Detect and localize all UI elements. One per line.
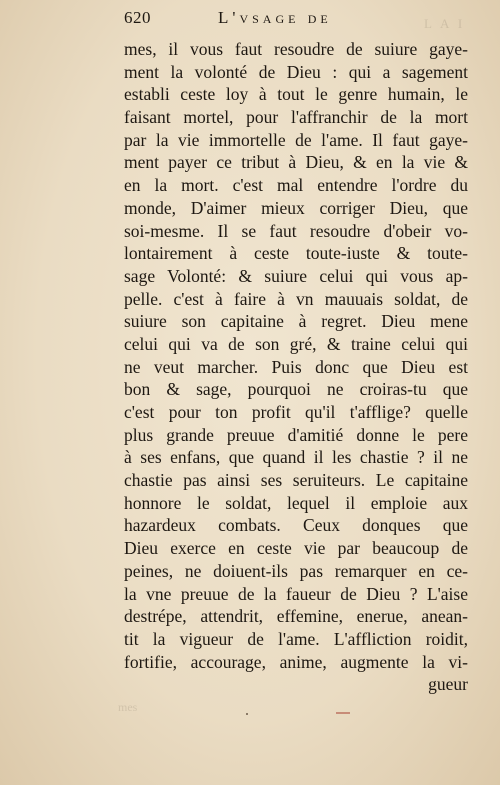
text-line: chastie pas ainsi ses seruiteurs. Le capitaine <box>124 470 468 491</box>
text-line: destrépe, attendrit, effemine, enerue, anean- <box>124 606 468 627</box>
text-line: Dieu exerce en ceste vie par beaucoup de <box>124 538 468 559</box>
text-line: fortifie, accourage, anime, augmente la vi- <box>124 651 468 672</box>
text-line: lontairement à ceste toute-iuste & toute- <box>124 243 468 264</box>
text-line: ment la volonté de Dieu : qui a sagement <box>124 61 468 82</box>
text-line: pelle. c'est à faire à vn mauuais soldat, de <box>124 288 468 309</box>
text-line: hazardeux combats. Ceux donques que <box>124 515 468 536</box>
text-line: ne veut marcher. Puis donc que Dieu est <box>124 356 468 377</box>
text-line: c'est pour ton profit qu'il t'afflige? quelle <box>124 402 468 422</box>
text-line: tit la vigueur de l'ame. L'affliction roidit, <box>124 628 468 649</box>
text-line: establi ceste loy à tout le genre humain, le <box>124 84 468 105</box>
text-line: à ses enfans, que quand il les chastie ? il ne <box>124 447 468 468</box>
text-line: par la vie immortelle de l'ame. Il faut gaye- <box>124 129 468 150</box>
show-through-text: mes <box>118 700 138 714</box>
ink-speck <box>246 713 248 715</box>
body-text <box>124 38 468 696</box>
catchword: gueur <box>428 674 468 695</box>
running-title: L'vsage de <box>218 8 332 27</box>
text-line: honnore le soldat, lequel il emploie aux <box>124 492 468 513</box>
text-line: bon & sage, pourquoi ne croiras-tu que <box>124 379 468 400</box>
text-line: ment payer ce tribut à Dieu, & en la vie & <box>124 152 468 173</box>
text-line: suiure son capitaine à regret. Dieu mene <box>124 311 468 332</box>
page-number: 620 <box>124 8 151 27</box>
ink-mark <box>336 712 350 714</box>
text-line: en la mort. c'est mal entendre l'ordre du <box>124 175 468 196</box>
show-through-text: L A I <box>424 16 466 30</box>
text-line: soi-mesme. Il se faut resoudre d'obeir vo- <box>124 220 468 241</box>
text-line: monde, D'aimer mieux corriger Dieu, que <box>124 197 468 218</box>
text-line: sage Volonté: & suiure celui qui vous ap- <box>124 265 468 286</box>
text-line: plus grande preuue d'amitié donne le pere <box>124 424 468 445</box>
page-header <box>124 8 464 30</box>
text-line: celui qui va de son gré, & traine celui qui <box>124 333 468 354</box>
text-line: mes, il vous faut resoudre de suiure gaye- <box>124 39 468 59</box>
text-line: faisant mortel, pour l'affranchir de la mort <box>124 107 468 128</box>
text-line: peines, ne doiuent-ils pas remarquer en ce- <box>124 560 468 581</box>
text-line: la vne preuue de la faueur de Dieu ? L'aise <box>124 583 468 604</box>
